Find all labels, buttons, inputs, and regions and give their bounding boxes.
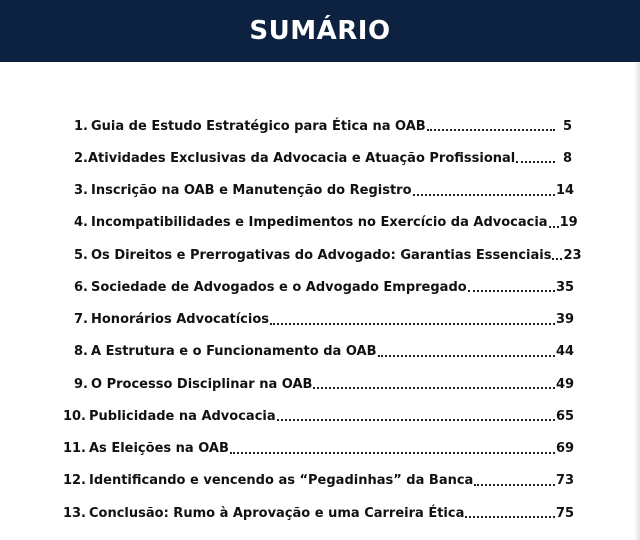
page-edge-shadow xyxy=(634,62,640,540)
toc-entry[interactable] xyxy=(62,497,575,529)
toc-number: 11. xyxy=(62,441,86,457)
toc-entry[interactable] xyxy=(62,336,575,368)
toc-entry[interactable] xyxy=(62,465,575,497)
toc-entry[interactable] xyxy=(62,207,578,239)
toc-leader-dots xyxy=(313,387,555,389)
toc-entry[interactable] xyxy=(62,175,575,207)
toc-number: 8. xyxy=(74,344,88,360)
toc-leader-dots xyxy=(516,161,555,163)
toc-leader-dots xyxy=(465,516,555,518)
toc-leader-dots xyxy=(230,452,555,454)
toc-number: 6. xyxy=(74,279,88,295)
toc-title: As Eleições na OAB xyxy=(89,441,229,457)
toc-page: 69 xyxy=(556,441,575,457)
toc-page: 39 xyxy=(556,312,575,328)
toc-entry[interactable] xyxy=(62,142,572,174)
toc-page: 44 xyxy=(556,344,575,360)
toc-number: 4. xyxy=(74,215,88,231)
toc-entry[interactable] xyxy=(62,271,575,303)
toc-title: Inscrição na OAB e Manutenção do Registro xyxy=(91,183,412,199)
toc-leader-dots xyxy=(474,484,555,486)
toc-leader-dots xyxy=(468,290,555,292)
toc-title: Publicidade na Advocacia xyxy=(89,408,276,424)
toc-entry[interactable] xyxy=(62,304,575,336)
toc-number: 9. xyxy=(74,376,88,392)
toc-leader-dots xyxy=(549,226,559,228)
toc-leader-dots xyxy=(378,355,556,357)
toc-title: Honorários Advocatícios xyxy=(91,312,269,328)
toc-page: 14 xyxy=(556,183,575,199)
toc-title: Atividades Exclusivas da Advocacia e Atuação Profissional xyxy=(88,150,516,166)
header-bar xyxy=(0,0,640,62)
toc-number: 13. xyxy=(62,505,86,521)
toc-number: 2. xyxy=(74,150,88,166)
toc-title: Incompatibilidades e Impedimentos no Exercício da Advocacia xyxy=(91,215,548,231)
table-of-contents xyxy=(62,110,582,529)
toc-page: 5 xyxy=(562,118,572,134)
toc-number: 12. xyxy=(62,473,86,489)
toc-number: 7. xyxy=(74,312,88,328)
toc-page: 8 xyxy=(562,150,572,166)
toc-title: A Estrutura e o Funcionamento da OAB xyxy=(91,344,377,360)
toc-number: 10. xyxy=(62,408,86,424)
toc-leader-dots xyxy=(427,129,555,131)
toc-page: 65 xyxy=(556,408,575,424)
toc-title: Sociedade de Advogados e o Advogado Empregado xyxy=(91,279,467,295)
toc-title: O Processo Disciplinar na OAB xyxy=(91,376,313,392)
toc-title: Guia de Estudo Estratégico para Ética na OAB xyxy=(91,118,426,134)
toc-entry[interactable] xyxy=(62,110,572,142)
toc-entry[interactable] xyxy=(62,400,575,432)
toc-page: 49 xyxy=(556,376,575,392)
toc-entry[interactable] xyxy=(62,368,575,400)
toc-entry[interactable] xyxy=(62,433,575,465)
toc-number: 1. xyxy=(74,118,88,134)
toc-leader-dots xyxy=(270,323,555,325)
toc-leader-dots xyxy=(277,419,555,421)
toc-entry[interactable] xyxy=(62,239,582,271)
toc-title: Identificando e vencendo as “Pegadinhas” da Banca xyxy=(89,473,474,489)
toc-page: 73 xyxy=(556,473,575,489)
toc-title: Os Direitos e Prerrogativas do Advogado: Garantias Essenciais xyxy=(91,247,552,263)
toc-page: 19 xyxy=(559,215,578,231)
toc-leader-dots xyxy=(413,194,555,196)
toc-title: Conclusão: Rumo à Aprovação e uma Carreira Ética xyxy=(89,505,465,521)
toc-leader-dots xyxy=(552,258,562,260)
toc-page: 75 xyxy=(556,505,575,521)
toc-number: 5. xyxy=(74,247,88,263)
toc-page: 35 xyxy=(556,279,575,295)
toc-number: 3. xyxy=(74,183,88,199)
page-title: SUMÁRIO xyxy=(249,16,391,46)
toc-page: 23 xyxy=(563,247,582,263)
